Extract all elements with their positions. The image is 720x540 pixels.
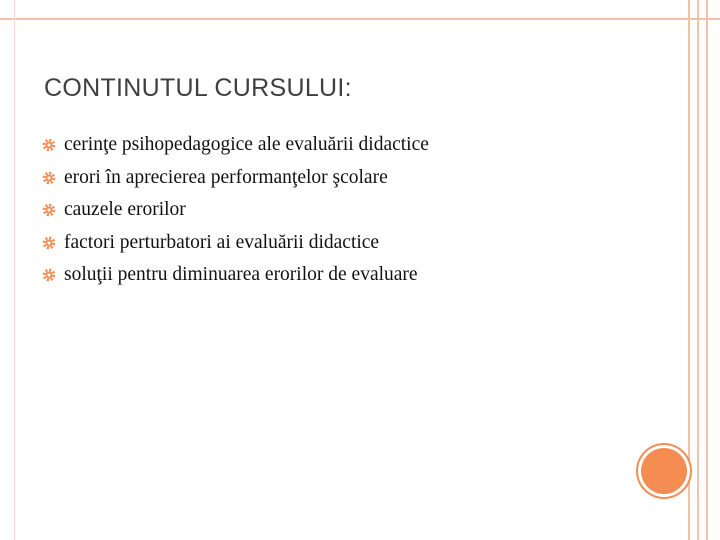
list-item bbox=[42, 259, 429, 292]
list-item-text: erori în aprecierea performanţelor şcolare bbox=[64, 166, 388, 188]
list-item bbox=[42, 129, 429, 162]
gear-bullet-icon bbox=[42, 171, 56, 185]
bullet-list bbox=[42, 129, 429, 292]
gear-bullet-icon bbox=[42, 138, 56, 152]
list-item-text: cerinţe psihopedagogice ale evaluării didactice bbox=[64, 134, 429, 156]
gear-bullet-icon bbox=[42, 268, 56, 282]
right-rule-line bbox=[706, 0, 708, 540]
orange-circle-decoration bbox=[641, 448, 687, 494]
right-rule-line bbox=[688, 0, 690, 540]
list-item-text: soluţii pentru diminuarea erorilor de evaluare bbox=[64, 264, 418, 286]
list-item bbox=[42, 194, 429, 227]
gear-bullet-icon bbox=[42, 236, 56, 250]
right-rule-line bbox=[697, 0, 699, 540]
list-item-text: factori perturbatori ai evaluării didactice bbox=[64, 231, 380, 253]
gear-bullet-icon bbox=[42, 203, 56, 217]
list-item-text: cauzele erorilor bbox=[64, 199, 186, 221]
top-rule-line bbox=[0, 18, 720, 20]
list-item bbox=[42, 227, 429, 260]
slide-title: CONTINUTUL CURSULUI: bbox=[44, 74, 352, 102]
list-item bbox=[42, 162, 429, 195]
left-rule-line bbox=[14, 0, 15, 540]
